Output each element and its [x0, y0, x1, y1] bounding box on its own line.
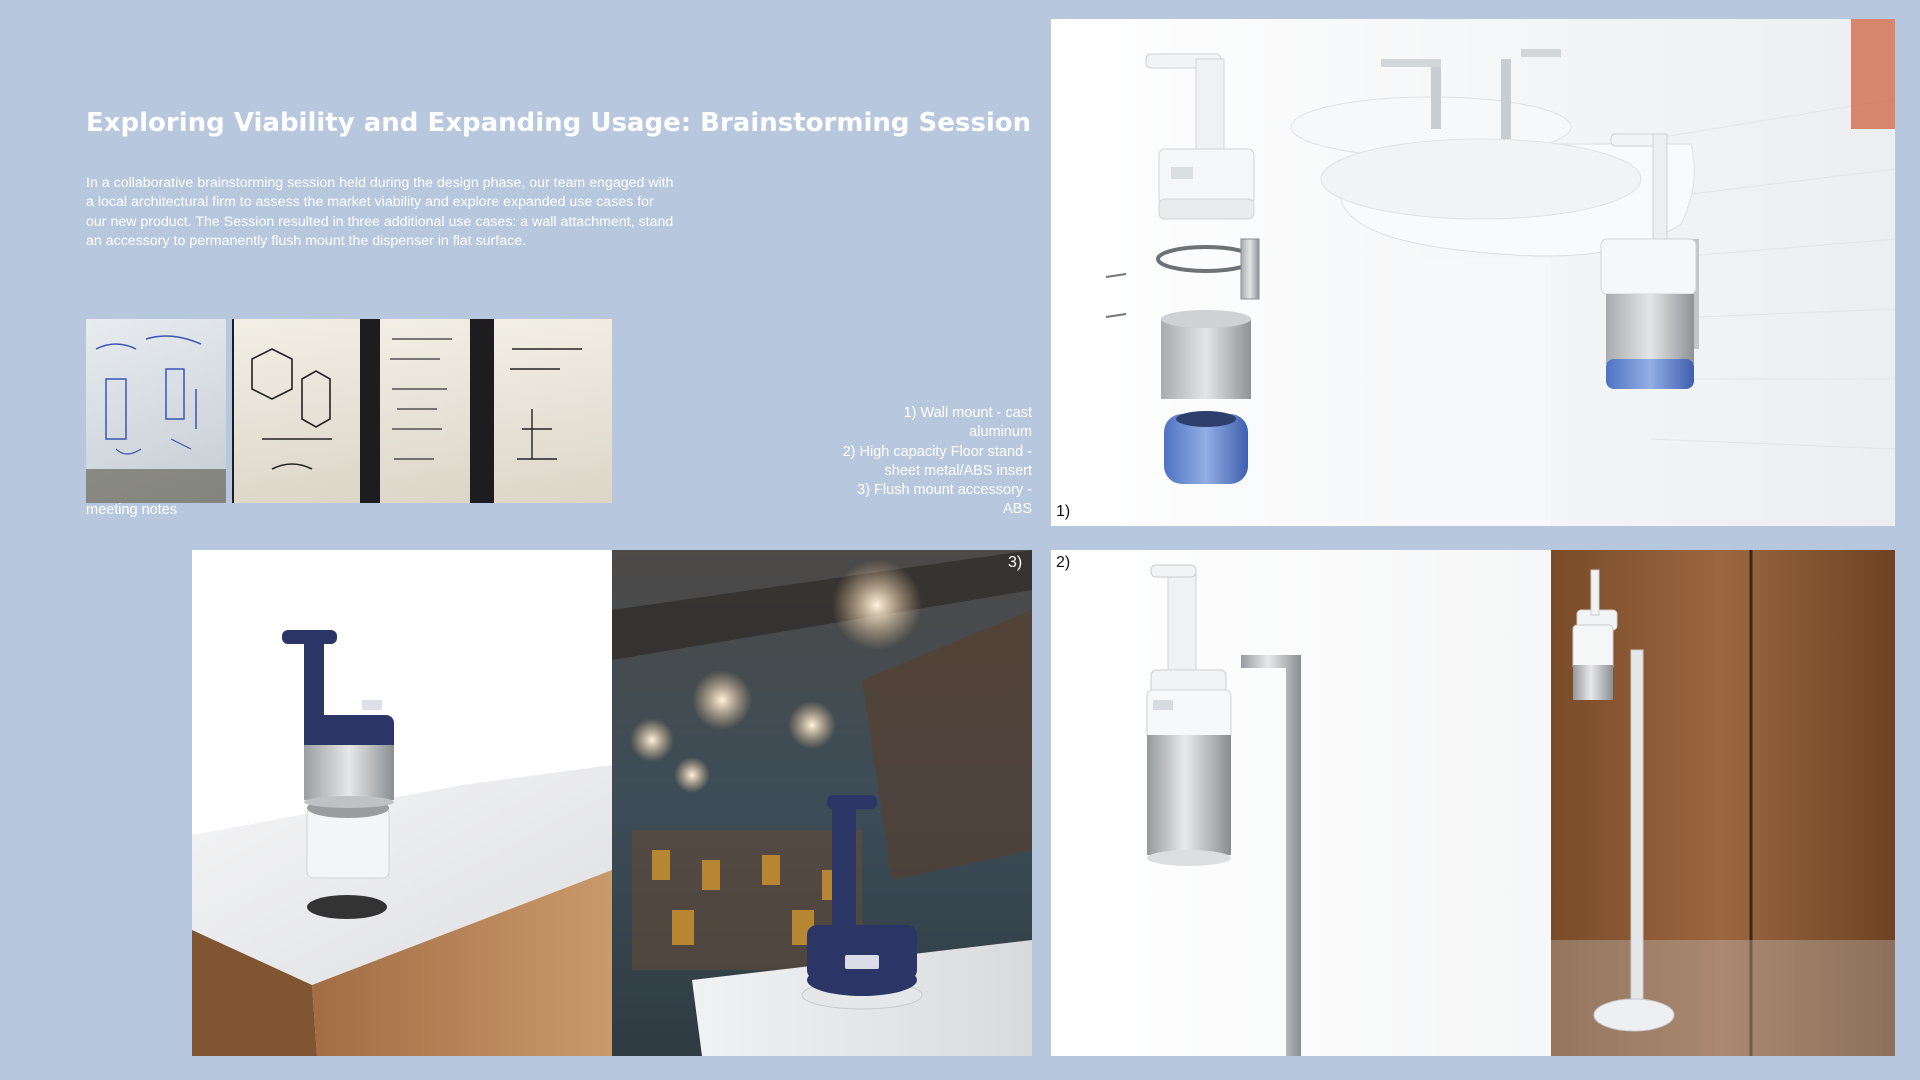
floor-stand-panel: [1051, 550, 1895, 1056]
use-case-item: 1) Wall mount - cast aluminum: [903, 405, 1032, 441]
flush-mount-scene-panel: [612, 550, 1032, 1056]
flush-mount-exploded-panel: [192, 550, 612, 1056]
sketchbook-photo: [232, 319, 612, 503]
intro-paragraph: In a collaborative brainstorming session held during the design phase, our team engaged with a local architectural firm to assess the market viability and explore expanded use cases for our new product. The Session resulted in three additional use cases: a wall attachment, stand an accessory to permanently flush mount the dispenser in flat surface.: [86, 175, 674, 249]
use-case-list: [840, 404, 1032, 520]
meeting-notes-caption: meeting notes: [86, 502, 178, 518]
use-case-item: 2) High capacity Floor stand - sheet metal/ABS insert: [842, 443, 1032, 479]
panel-label-floor-stand: 2): [1056, 554, 1071, 571]
wall-mount-panel: [1051, 19, 1895, 526]
whiteboard-photo: [86, 319, 226, 503]
use-case-item: 3) Flush mount accessory - ABS: [857, 482, 1032, 518]
panel-label-wall-mount: 1): [1056, 503, 1071, 520]
panel-label-flush-mount: 3): [1008, 554, 1023, 571]
page-title: Exploring Viability and Expanding Usage: Brainstorming Session: [86, 108, 1032, 138]
